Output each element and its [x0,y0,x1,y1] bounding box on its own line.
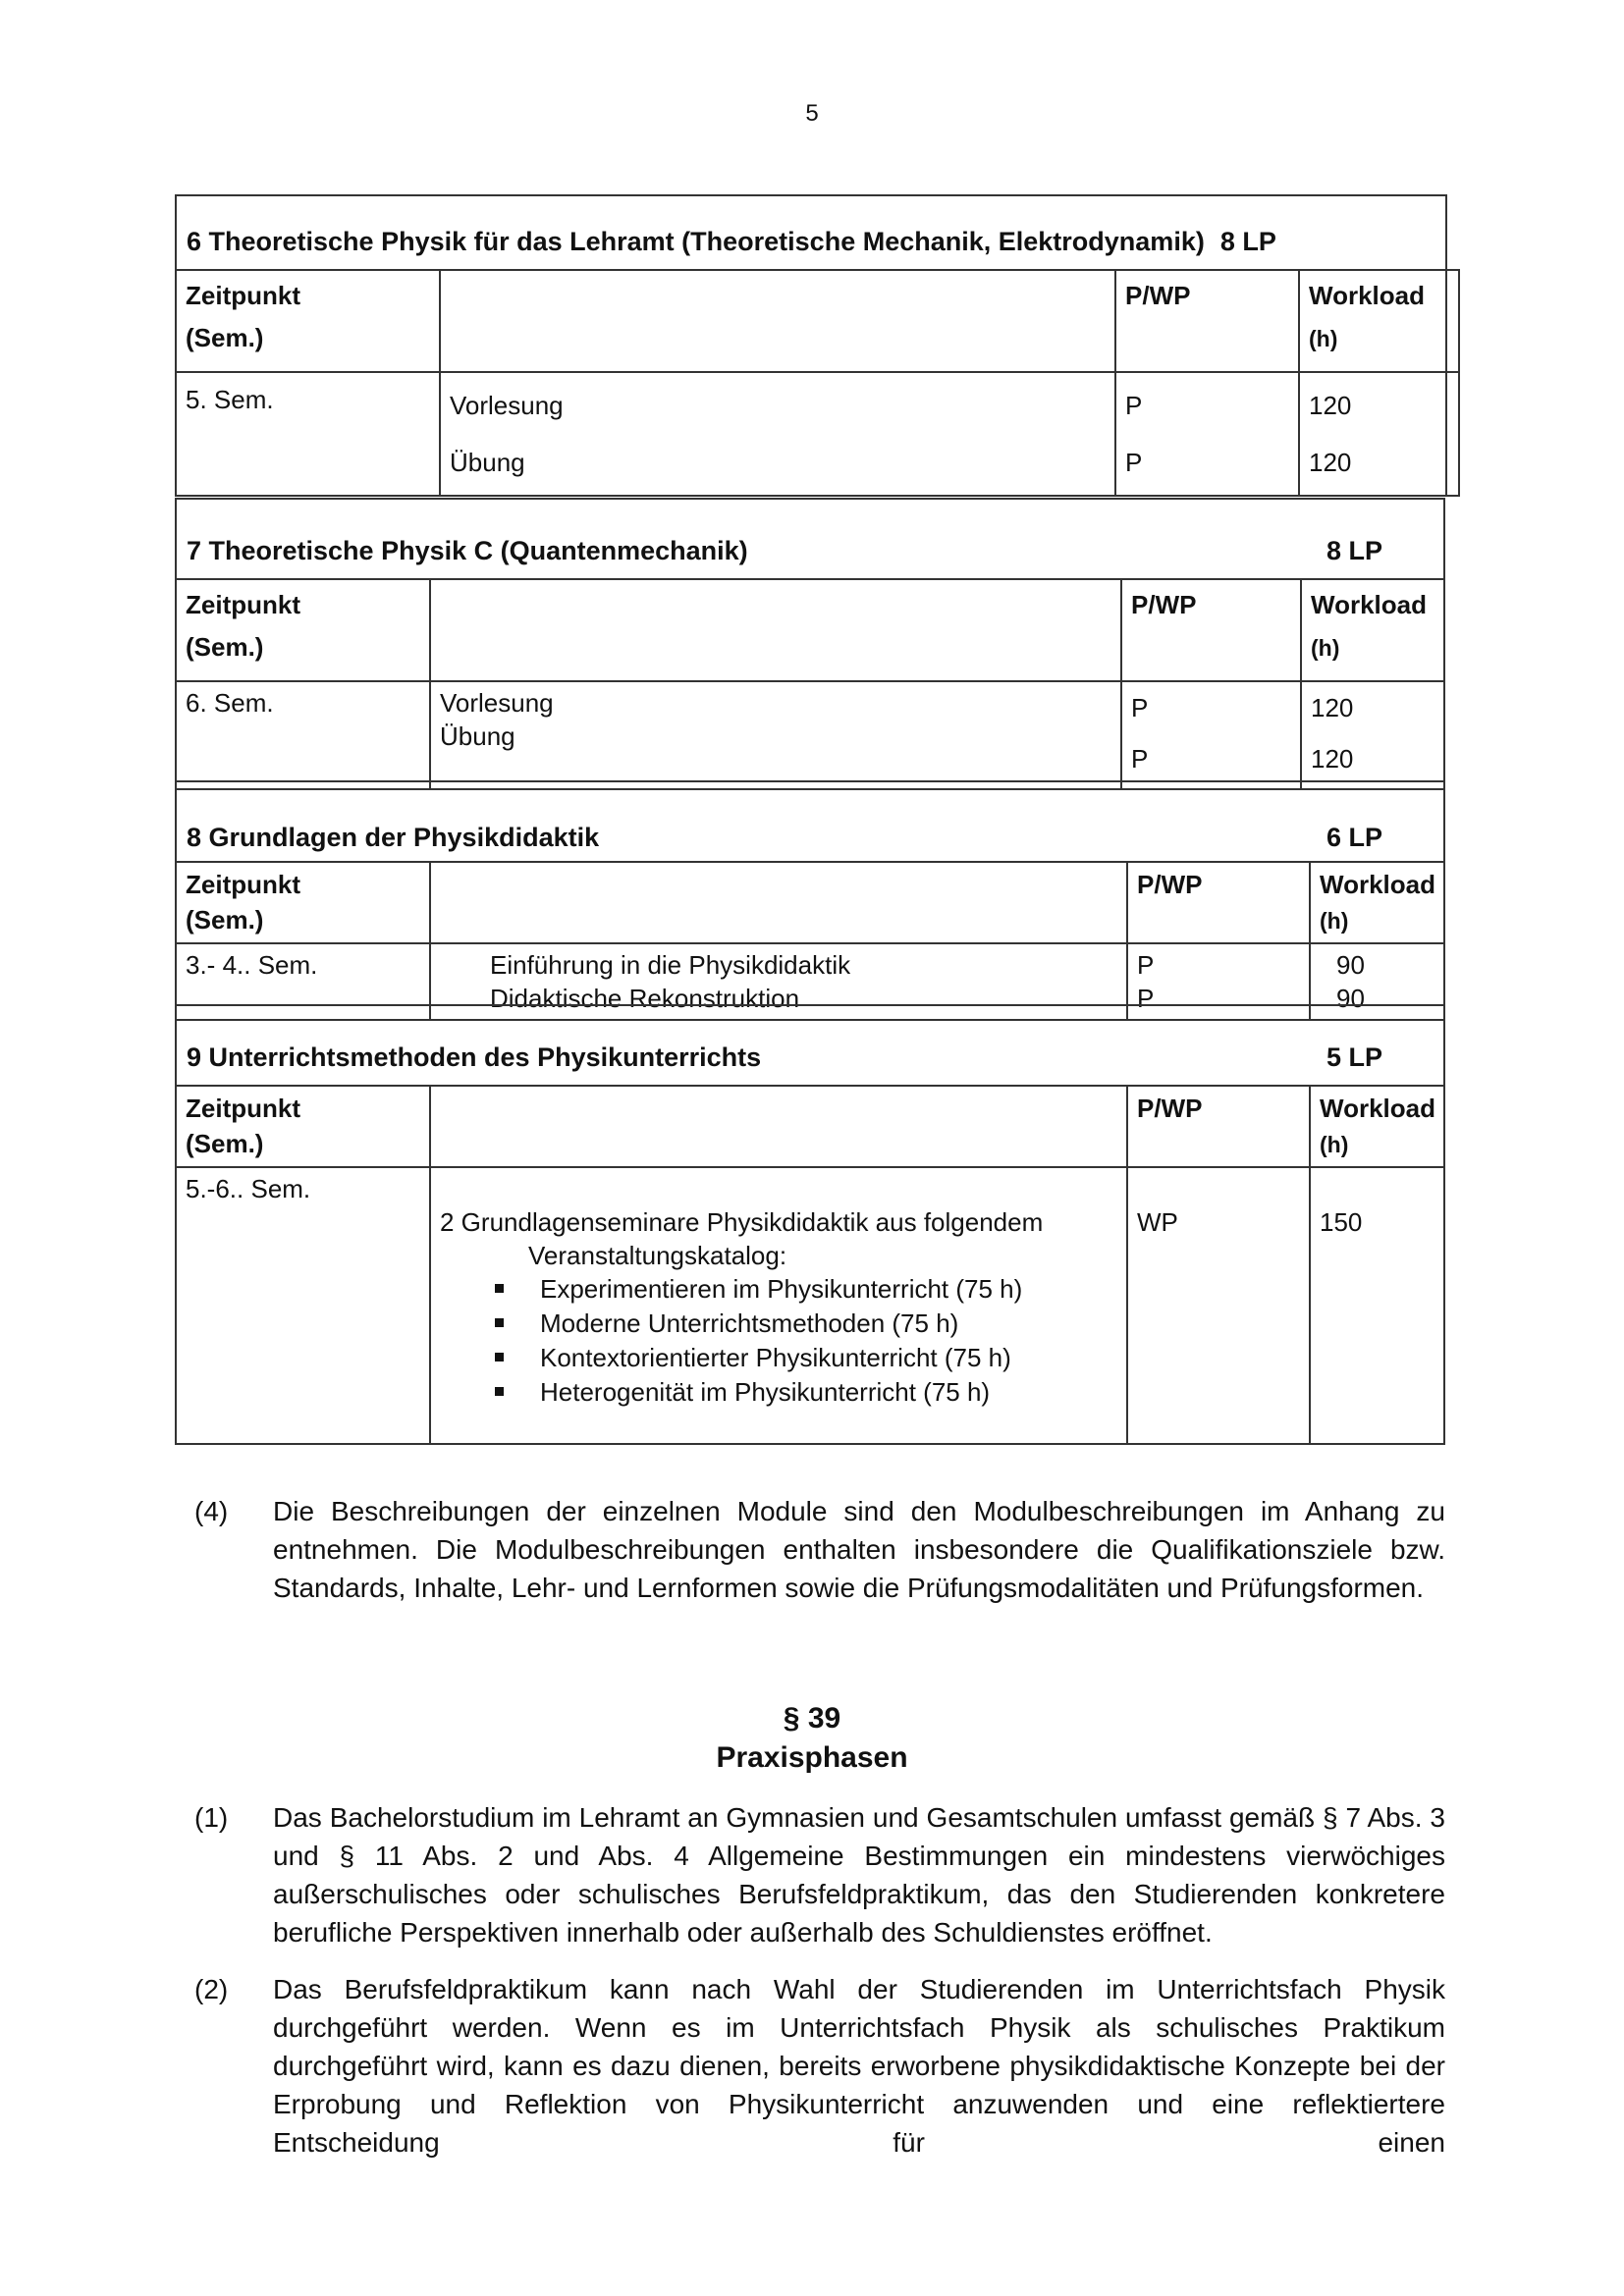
module-lp: 8 LP [1326,536,1382,565]
module-title: 6 Theoretische Physik für das Lehramt (Theoretische Mechanik, Elektrodynamik) 8 LP [187,227,1276,256]
paragraph-4: (4) Die Beschreibungen der einzelnen Module sind den Modulbeschreibungen im Anhang zu entnehmen. Die Modulbeschreibungen enthalten insbesondere die Qualifikationsziele bzw. Standards, Inhalte, Lehr- und Lernformen sowie die Prüfungsmodalitäten und Prüfungsformen. [194,1496,1445,1603]
module-header [177,500,1443,578]
section-title: Praxisphasen [716,1741,908,1774]
module-lp: 8 LP [1219,227,1276,256]
module-7 [175,498,1445,790]
module-title: 8 Grundlagen der Physikdidaktik [187,823,600,852]
list-item: Kontextorientierter Physikunterricht (75 h) [487,1341,1117,1375]
section-number: § 39 [783,1702,841,1735]
list-item: Heterogenität im Physikunterricht (75 h) [487,1375,1117,1410]
module-table [177,578,1443,790]
module-lp: 6 LP [1326,823,1382,852]
module-header [177,782,1443,861]
module-table [177,269,1460,497]
page-number: 5 [805,100,819,127]
table-header-row: Zeitpunkt (Sem.) P/WP Workload (h) [177,862,1443,943]
table-row: 5.-6.. Sem. 2 Grundlagenseminare Physikdidaktik aus folgendem Veranstaltungskatalog: Experimentieren im Physikunterricht (75 h) Moderne Unterrichtsmethoden (75 h) Kontextorientierter Physikunterricht (75 h) Heterogenität im Physikunterricht (75 h) WP 150 [177,1167,1443,1444]
module-6 [175,194,1447,497]
list-item: Experimentieren im Physikunterricht (75 h) [487,1272,1117,1307]
module-header [177,196,1445,269]
table-row: 3.- 4.. Sem. Einführung in die Physikdidaktik Didaktische Rekonstruktion P P 90 90 [177,943,1443,1020]
module-8 [175,780,1445,1021]
table-row: 5. Sem. Vorlesung Übung P P 120 120 [177,372,1459,496]
module-table [177,861,1443,1021]
module-lp: 5 LP [1326,1042,1382,1072]
list-item: Moderne Unterrichtsmethoden (75 h) [487,1307,1117,1341]
module-header [177,1006,1443,1085]
paragraph-1: (1) Das Bachelorstudium im Lehramt an Gymnasien und Gesamtschulen umfasst gemäß § 7 Abs. 3 und § 11 Abs. 2 und Abs. 4 Allgemeine Bestimmungen ein mindestens vierwöchiges außerschulisches oder schulisches Berufsfeldpraktikum, das den Studierenden konkretere berufliche Perspektiven innerhalb oder außerhalb des Schuldienstes eröffnet. [194,1802,1445,1948]
table-header-row: Zeitpunkt (Sem.) P/WP Workload (h) [177,579,1443,681]
module-9 [175,1004,1445,1445]
module-table [177,1085,1443,1445]
module-title: 7 Theoretische Physik C (Quantenmechanik) [187,536,748,565]
paragraph-2: (2) Das Berufsfeldpraktikum kann nach Wahl der Studierenden im Unterrichtsfach Physik durchgeführt werden. Wenn es im Unterrichtsfach Physik als schulisches Praktikum durchgeführt wird, kann es dazu dienen, bereits erworbene physikdidaktische Konzepte bei der Erprobung und Reflektion von Physikunterricht anzuwenden und eine reflektiertere Entscheidung für einen [194,1974,1445,2158]
module-title: 9 Unterrichtsmethoden des Physikunterrichts [187,1042,762,1072]
table-header-row: Zeitpunkt (Sem.) P/WP Workload (h) [177,270,1459,372]
table-row: 6. Sem. Vorlesung Übung P P 120 120 [177,681,1443,789]
table-header-row: Zeitpunkt (Sem.) P/WP Workload (h) [177,1086,1443,1167]
course-catalog-list [440,1272,1117,1410]
